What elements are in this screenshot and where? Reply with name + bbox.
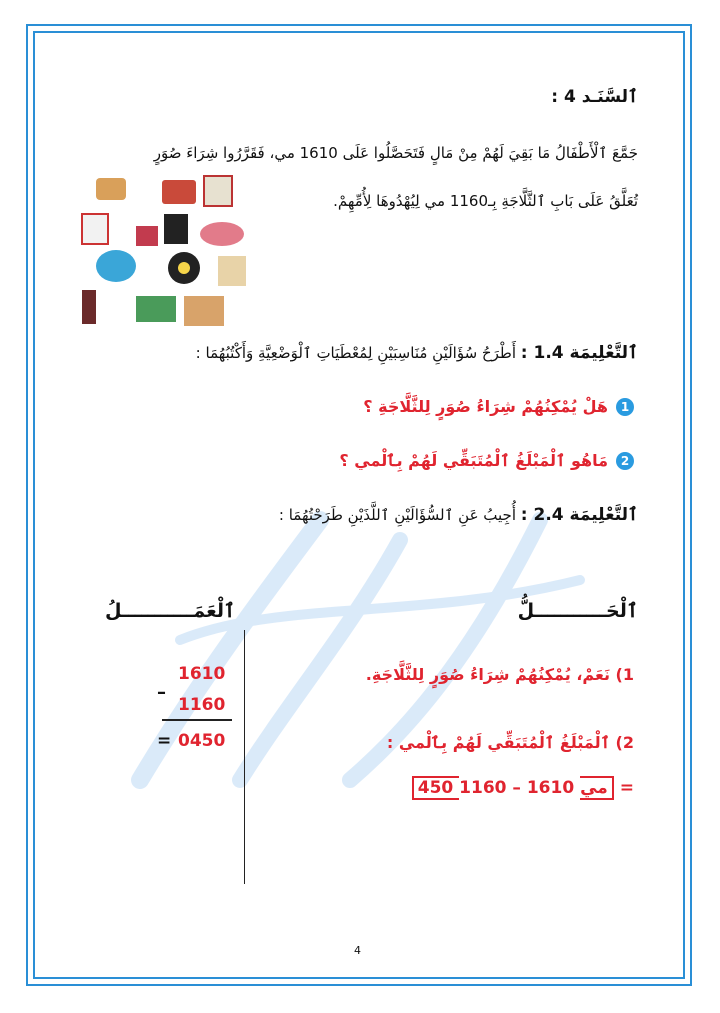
section-title: ٱلسَّنَـد 4 : [551,87,638,107]
paragraph-line-1: جَمَّعَ ٱلْأَطْفَالُ مَا بَقِيَ لَهُمْ مِنْ مَالٍ فَتَحَصَّلُوا عَلَى 1610 مي، فَقَرَّرُوا شِرَاءَ صُوَرٍ [153,144,638,162]
work-header: ٱلْعَمَـــــــــــلُ [105,600,236,622]
instruction-1 [196,342,638,363]
equation-text: 1610 – 1160 = [459,778,634,798]
calc-underline [162,719,232,721]
instruction-2 [279,504,638,525]
question-1-text: هَلْ يُمْكِنُهُمْ شِرَاءُ صُوَرٍ لِلثَّلَّاجَةِ ؟ [363,397,608,416]
question-2-number: 2 [616,452,634,470]
calc-top-number: 1610 [178,664,226,684]
calc-equals-sign: = [157,731,172,751]
instruction-1-text: أَطْرَحُ سُؤَالَيْنِ مُنَاسِبَيْنِ لِمُعْطَيَاتِ ٱلْوَضْعِيَّةِ وَأَكْتُبُهُمَا : [195,344,516,362]
instruction-2-label: ٱلتَّعْلِيمَة 2.4 : [520,505,638,525]
answer-2: 2) ٱلْمَبْلَغُ ٱلْمُتَبَقِّي لَهُمْ بِٱلْمي : [386,733,634,752]
calc-minus-sign: – [157,682,166,703]
equation-result-box: 450 مي [412,776,614,800]
question-2-text: مَاهُو ٱلْمَبْلَغُ ٱلْمُتَبَقِّي لَهُمْ بِٱلْمي ؟ [339,451,608,470]
kitchen-items-illustration [72,170,254,332]
column-divider [244,630,245,884]
calc-result: 0450 [178,731,226,751]
instruction-1-label: ٱلتَّعْلِيمَة 1.4 : [520,343,638,363]
question-1 [363,397,634,416]
watermark-calligraphy [120,480,620,800]
answer-1: 1) نَعَمْ، يُمْكِنُهُمْ شِرَاءُ صُوَرٍ لِلثَّلَّاجَةِ. [365,665,634,684]
answer-equation [412,778,634,798]
page-number: 4 [354,944,361,957]
question-1-number: 1 [616,398,634,416]
question-2 [339,451,634,470]
paragraph-line-2: تُعَلَّقُ عَلَى بَابِ ٱلثَّلَّاجَةِ بِـ1160 مي لِيُهْدُوهَا لِأُمِّهِمْ. [333,192,638,210]
instruction-2-text: أُجِيبُ عَنِ ٱلسُّؤَالَيْنِ ٱللَّذَيْنِ طَرَحْتُهُمَا : [278,506,516,524]
calc-bottom-number: 1160 [178,695,226,715]
solution-header: ٱلْحَـــــــــــلُّ [517,600,638,622]
